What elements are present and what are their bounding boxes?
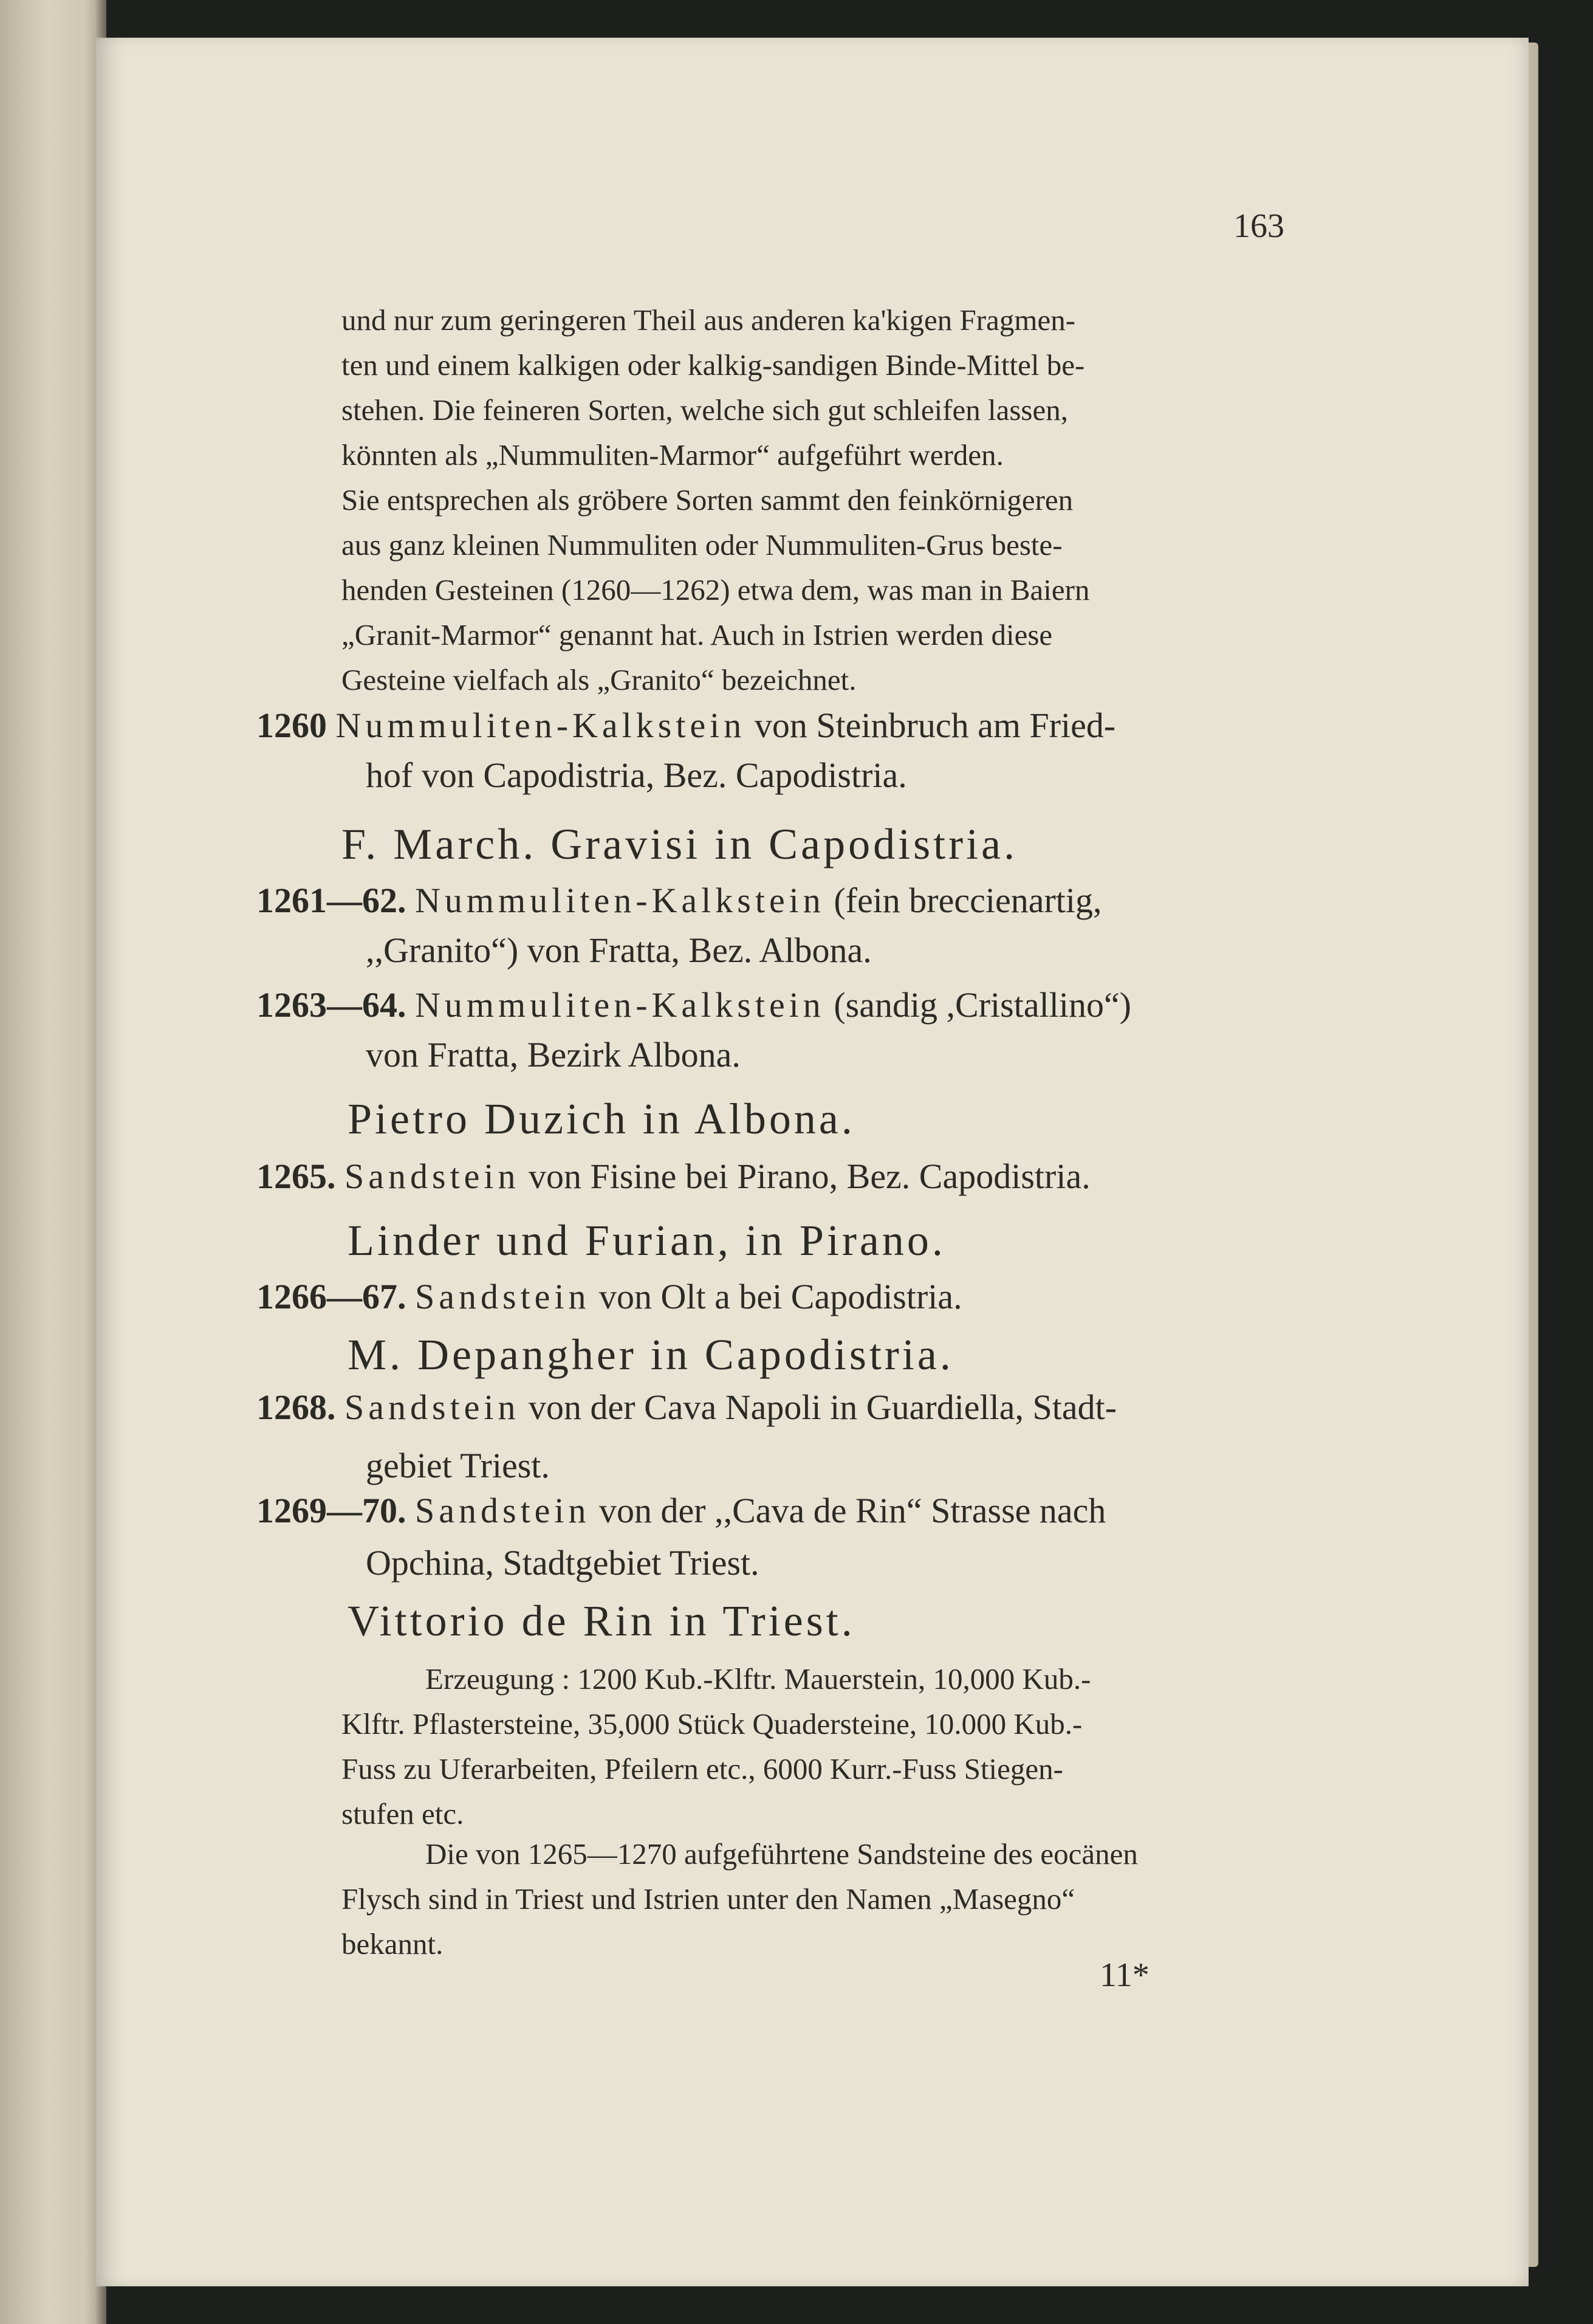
entry-number: 1269—70. [256, 1491, 406, 1530]
left-page-edge [0, 0, 106, 2324]
intro-line: henden Gesteinen (1260—1262) etwa dem, was man in Baiern [341, 573, 1090, 607]
page-number: 163 [1233, 207, 1284, 245]
entry-text: (sandig ,Cristallino“) [824, 985, 1131, 1025]
entry-number: 1266—67. [256, 1277, 406, 1316]
entry-1268 [256, 1387, 1117, 1428]
entry-1265 [256, 1156, 1091, 1197]
intro-line: Gesteine vielfach als „Granito“ bezeichnet. [341, 663, 857, 696]
section-heading: Linder und Furian, in Pirano. [348, 1216, 946, 1265]
section-heading: F. March. Gravisi in Capodistria. [341, 820, 1018, 868]
closing-line: Flysch sind in Triest und Istrien unter den Namen „Masegno“ [341, 1882, 1075, 1916]
entry-1261-cont: ,,Granito“) von Fratta, Bez. Albona. [366, 930, 872, 970]
signature-mark: 11* [1100, 1956, 1149, 1994]
intro-line: könnten als „Nummuliten-Marmor“ aufgeführt werden. [341, 438, 1004, 472]
entry-term: Nummuliten-Kalkstein [415, 881, 825, 920]
entry-1269-cont: Opchina, Stadtgebiet Triest. [366, 1543, 759, 1583]
entry-term: Nummuliten-Kalkstein [415, 985, 825, 1025]
intro-line: ten und einem kalkigen oder kalkig-sandigen Binde-Mittel be- [341, 348, 1085, 382]
entry-1260 [256, 705, 1115, 746]
entry-number: 1261—62. [256, 881, 406, 920]
entry-1269 [256, 1490, 1106, 1531]
entry-number: 1263—64. [256, 985, 406, 1025]
entry-1261 [256, 880, 1102, 921]
entry-number: 1260 [256, 706, 327, 745]
entry-text: von der ,,Cava de Rin“ Strasse nach [590, 1491, 1106, 1530]
entry-text: (fein breccienartig, [824, 881, 1102, 920]
intro-line: Sie entsprechen als gröbere Sorten sammt den feinkörnigeren [341, 483, 1074, 517]
entry-1266 [256, 1276, 962, 1317]
closing-line: Die von 1265—1270 aufgeführtene Sandsteine des eocänen [425, 1837, 1138, 1871]
intro-line: aus ganz kleinen Nummuliten oder Nummuliten-Grus beste- [341, 528, 1063, 562]
entry-1263 [256, 985, 1131, 1025]
entry-text: von Olt a bei Capodistria. [590, 1277, 962, 1316]
intro-line: „Granit-Marmor“ genannt hat. Auch in Istrien werden diese [341, 618, 1053, 651]
entry-number: 1265. [256, 1157, 336, 1196]
production-line: Klftr. Pflastersteine, 35,000 Stück Quadersteine, 10.000 Kub.- [341, 1707, 1083, 1741]
section-heading: Pietro Duzich in Albona. [348, 1095, 855, 1143]
entry-1263-cont: von Fratta, Bezirk Albona. [366, 1035, 741, 1074]
entry-text: von Steinbruch am Fried- [745, 706, 1116, 745]
production-line: Erzeugung : 1200 Kub.-Klftr. Mauerstein, 10,000 Kub.- [425, 1662, 1091, 1696]
entry-number: 1268. [256, 1387, 336, 1427]
entry-term: Sandstein [344, 1387, 520, 1427]
entry-term: Nummuliten-Kalkstein [335, 706, 746, 745]
entry-text: von der Cava Napoli in Guardiella, Stadt- [519, 1387, 1117, 1427]
entry-term: Sandstein [415, 1491, 591, 1530]
entry-term: Sandstein [415, 1277, 591, 1316]
section-heading: M. Depangher in Capodistria. [348, 1330, 954, 1379]
production-line: stufen etc. [341, 1797, 464, 1831]
intro-line: stehen. Die feineren Sorten, welche sich gut schleifen lassen, [341, 393, 1069, 427]
entry-text: von Fisine bei Pirano, Bez. Capodistria. [519, 1157, 1091, 1196]
entry-1260-cont: hof von Capodistria, Bez. Capodistria. [366, 755, 907, 795]
closing-line: bekannt. [341, 1927, 444, 1961]
section-heading: Vittorio de Rin in Triest. [348, 1597, 855, 1645]
production-line: Fuss zu Uferarbeiten, Pfeilern etc., 6000 Kurr.-Fuss Stiegen- [341, 1752, 1063, 1786]
intro-line: und nur zum geringeren Theil aus anderen ka'kigen Fragmen- [341, 303, 1076, 337]
entry-1268-cont: gebiet Triest. [366, 1446, 550, 1485]
entry-term: Sandstein [344, 1157, 520, 1196]
